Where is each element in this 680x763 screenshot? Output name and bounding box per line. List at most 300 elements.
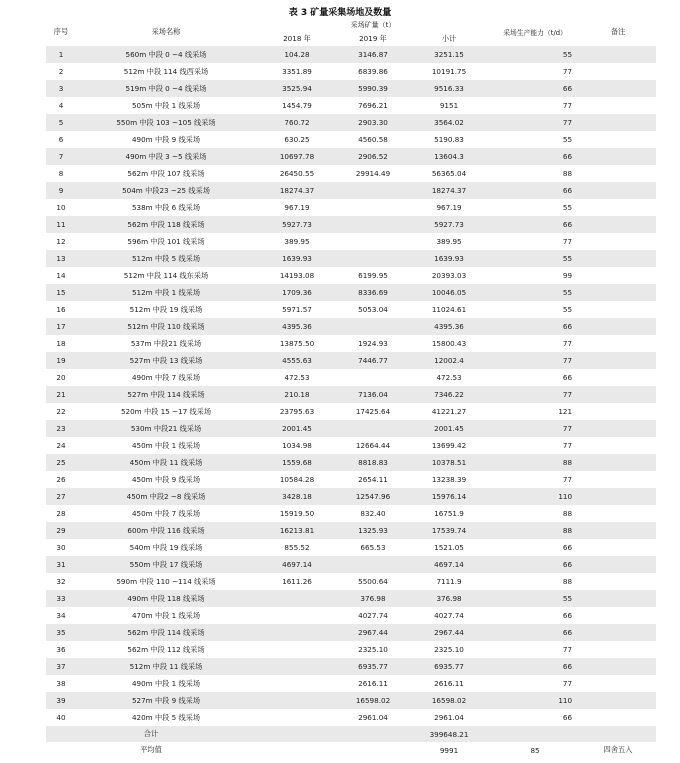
- cell-subtotal: 5190.83: [434, 135, 464, 144]
- cell-no: 33: [46, 590, 76, 607]
- cell-name: 560m 中段 0 ~4 线采场: [76, 46, 256, 63]
- cell-name: 519m 中段 0 ~4 线采场: [76, 80, 256, 97]
- cell-subtotal: 18274.37: [408, 182, 490, 199]
- total-2019: [338, 726, 408, 742]
- table-row: [46, 624, 656, 641]
- cell-name: 520m 中段 15 ~17 线采场: [120, 406, 212, 416]
- cell-remark: [580, 284, 656, 301]
- cell-subtotal: 389.95: [436, 237, 462, 246]
- cell-capacity: 66: [490, 148, 580, 165]
- cell-subtotal: 9516.33: [408, 80, 490, 97]
- cell-name: 490m 中段 7 线采场: [131, 372, 201, 382]
- cell-2018: [256, 692, 338, 709]
- cell-remark: [580, 505, 656, 522]
- cell-capacity: 121: [558, 407, 573, 416]
- cell-capacity: 77: [562, 645, 573, 654]
- cell-remark: [580, 590, 656, 607]
- cell-capacity: 55: [562, 305, 573, 314]
- total-2018: [256, 726, 338, 742]
- table-row: [46, 216, 656, 233]
- cell-remark: [580, 556, 656, 573]
- header-production-group: 采场矿量（t）: [350, 21, 396, 29]
- cell-no: 37: [46, 658, 76, 675]
- cell-2019: 12547.96: [338, 488, 408, 505]
- cell-name: 527m 中段 114 线采场: [76, 386, 256, 403]
- cell-capacity: 77: [562, 441, 573, 450]
- cell-2018: [256, 641, 338, 658]
- table-row: [46, 284, 656, 301]
- cell-no: 9: [46, 182, 76, 199]
- cell-subtotal: 15800.43: [431, 339, 467, 348]
- cell-subtotal: 12002.4: [408, 352, 490, 369]
- cell-2018: 4555.63: [256, 352, 338, 369]
- cell-2018: 210.18: [256, 386, 338, 403]
- cell-subtotal: 10046.05: [408, 284, 490, 301]
- cell-2018: 14193.08: [279, 271, 315, 280]
- header-remark: 备注: [610, 27, 626, 36]
- cell-remark: [580, 335, 656, 352]
- cell-capacity: 66: [490, 80, 580, 97]
- cell-remark: [580, 692, 656, 709]
- cell-capacity: 77: [562, 679, 573, 688]
- cell-subtotal: 967.19: [436, 203, 462, 212]
- table-row: [46, 437, 656, 454]
- table-row: [46, 267, 656, 284]
- table-row: [46, 641, 656, 658]
- cell-2018: 472.53: [284, 373, 310, 382]
- cell-2019: 2906.52: [338, 148, 408, 165]
- cell-name: 512m 中段 114 线东采场: [123, 270, 209, 280]
- cell-subtotal: 16598.02: [408, 692, 490, 709]
- cell-2018: 855.52: [284, 543, 310, 552]
- cell-no: 17: [46, 318, 76, 335]
- cell-name: 512m 中段 19 线采场: [129, 304, 203, 314]
- cell-remark: [580, 131, 656, 148]
- cell-subtotal: 11024.61: [431, 305, 467, 314]
- cell-no: 3: [46, 80, 76, 97]
- header-no: 序号: [53, 27, 69, 36]
- cell-remark: [580, 199, 656, 216]
- cell-remark: [580, 148, 656, 165]
- cell-no: 19: [46, 352, 76, 369]
- cell-2018: 10584.28: [279, 475, 315, 484]
- cell-2018: 18274.37: [256, 182, 338, 199]
- table-row: [46, 556, 656, 573]
- cell-2018: 16213.81: [256, 522, 338, 539]
- table-row: [46, 607, 656, 624]
- table-row: [46, 539, 656, 556]
- table-row: [46, 522, 656, 539]
- table-row: [46, 97, 656, 114]
- table-row: [46, 454, 656, 471]
- cell-capacity: 55: [490, 590, 580, 607]
- cell-capacity: 66: [562, 713, 573, 722]
- cell-remark: [580, 369, 656, 386]
- cell-2019: [338, 182, 408, 199]
- cell-subtotal: 1521.05: [434, 543, 464, 552]
- cell-2018: 630.25: [284, 135, 310, 144]
- cell-capacity: 77: [562, 237, 573, 246]
- cell-subtotal: 15976.14: [408, 488, 490, 505]
- cell-remark: [580, 641, 656, 658]
- cell-name: 530m 中段21 线采场: [76, 420, 256, 437]
- cell-2018: 4697.14: [256, 556, 338, 573]
- cell-no: 31: [46, 556, 76, 573]
- header-name: 采场名称: [151, 27, 181, 36]
- cell-remark: [580, 471, 656, 488]
- table-row: [46, 352, 656, 369]
- cell-2019: [338, 233, 408, 250]
- cell-subtotal: 56365.04: [431, 169, 467, 178]
- cell-remark: [580, 165, 656, 182]
- cell-capacity: 55: [490, 46, 580, 63]
- cell-no: 15: [46, 284, 76, 301]
- cell-name: 512m 中段 5 线采场: [76, 250, 256, 267]
- cell-subtotal: 13699.42: [431, 441, 467, 450]
- cell-2019: 5990.39: [338, 80, 408, 97]
- cell-2018: [256, 624, 338, 641]
- table-row: [46, 114, 656, 131]
- cell-2018: 3428.18: [256, 488, 338, 505]
- average-2019: [338, 742, 408, 758]
- cell-no: 32: [56, 577, 66, 586]
- cell-subtotal: 2961.04: [434, 713, 464, 722]
- cell-capacity: 77: [562, 475, 573, 484]
- cell-subtotal: 2325.10: [434, 645, 464, 654]
- table-row: [46, 318, 656, 335]
- cell-no: 26: [56, 475, 66, 484]
- cell-2018: 2001.45: [256, 420, 338, 437]
- header-2019: 2019 年: [359, 34, 387, 43]
- cell-2019: 2961.04: [358, 713, 388, 722]
- total-capacity: [490, 726, 580, 742]
- cell-no: 10: [56, 203, 66, 212]
- cell-2019: [338, 250, 408, 267]
- cell-2018: 10697.78: [256, 148, 338, 165]
- cell-name: 596m 中段 101 线采场: [127, 236, 205, 246]
- cell-capacity: 66: [490, 216, 580, 233]
- cell-subtotal: 7111.9: [436, 577, 462, 586]
- table-row: [46, 403, 656, 420]
- cell-name: 490m 中段 118 线采场: [76, 590, 256, 607]
- cell-no: 35: [46, 624, 76, 641]
- cell-capacity: 66: [562, 611, 573, 620]
- cell-2019: 2654.11: [358, 475, 388, 484]
- cell-subtotal: 376.98: [408, 590, 490, 607]
- cell-subtotal: 3564.02: [408, 114, 490, 131]
- cell-capacity: 77: [562, 339, 573, 348]
- cell-no: 38: [56, 679, 66, 688]
- cell-capacity: 66: [562, 543, 573, 552]
- cell-name: 540m 中段 19 线采场: [129, 542, 203, 552]
- cell-name: 527m 中段 9 线采场: [76, 692, 256, 709]
- table-row: [46, 250, 656, 267]
- cell-no: 7: [46, 148, 76, 165]
- table-row: [46, 148, 656, 165]
- cell-2019: 7696.21: [358, 101, 388, 110]
- cell-name: 490m 中段 3 ~5 线采场: [76, 148, 256, 165]
- cell-remark: [580, 114, 656, 131]
- cell-name: 550m 中段 103 ~105 线采场: [76, 114, 256, 131]
- cell-no: 24: [56, 441, 66, 450]
- cell-no: 39: [46, 692, 76, 709]
- cell-2019: [338, 199, 408, 216]
- cell-remark: [580, 182, 656, 199]
- cell-remark: [580, 216, 656, 233]
- table-row: [46, 63, 656, 80]
- cell-2019: [338, 216, 408, 233]
- cell-2019: 2325.10: [358, 645, 388, 654]
- cell-name: 590m 中段 110 ~114 线采场: [116, 576, 216, 586]
- cell-remark: [580, 522, 656, 539]
- ore-stope-table: [46, 18, 656, 758]
- cell-name: 538m 中段 6 线采场: [131, 202, 201, 212]
- table-row: [46, 335, 656, 352]
- total-remark: [580, 726, 656, 742]
- cell-name: 550m 中段 17 线采场: [76, 556, 256, 573]
- table-row: [46, 301, 656, 318]
- table-row: [46, 80, 656, 97]
- cell-no: 23: [46, 420, 76, 437]
- cell-name: 505m 中段 1 线采场: [131, 100, 201, 110]
- cell-remark: [580, 318, 656, 335]
- cell-2018: 1454.79: [282, 101, 312, 110]
- table-row: [46, 182, 656, 199]
- cell-remark: [580, 454, 656, 471]
- cell-subtotal: 3251.15: [408, 46, 490, 63]
- average-row: [46, 742, 656, 758]
- table-row: [46, 709, 656, 726]
- cell-capacity: 99: [562, 271, 573, 280]
- cell-name: 420m 中段 5 线采场: [131, 712, 201, 722]
- cell-name: 562m 中段 107 线采场: [127, 168, 205, 178]
- cell-remark: [580, 420, 656, 437]
- cell-name: 527m 中段 13 线采场: [76, 352, 256, 369]
- cell-2019: 1924.93: [358, 339, 388, 348]
- cell-2019: 4027.74: [358, 611, 388, 620]
- table-row: [46, 471, 656, 488]
- cell-capacity: 66: [490, 318, 580, 335]
- cell-name: 512m 中段 1 线采场: [76, 284, 256, 301]
- cell-no: 36: [56, 645, 66, 654]
- cell-subtotal: 10378.51: [408, 454, 490, 471]
- cell-2019: [338, 369, 408, 386]
- cell-subtotal: 6935.77: [408, 658, 490, 675]
- table-row: [46, 692, 656, 709]
- cell-subtotal: 20393.03: [431, 271, 467, 280]
- cell-capacity: 55: [490, 284, 580, 301]
- cell-no: 6: [58, 135, 64, 144]
- cell-2019: 29914.49: [355, 169, 391, 178]
- cell-capacity: 66: [562, 373, 573, 382]
- cell-2019: 12664.44: [355, 441, 391, 450]
- cell-name: 470m 中段 1 线采场: [131, 610, 201, 620]
- cell-2019: 5053.04: [358, 305, 388, 314]
- cell-capacity: 110: [490, 488, 580, 505]
- cell-remark: [580, 233, 656, 250]
- cell-2019: 8336.69: [338, 284, 408, 301]
- cell-2019: 376.98: [338, 590, 408, 607]
- average-2018: [256, 742, 338, 758]
- table-row: [46, 369, 656, 386]
- cell-remark: [580, 63, 656, 80]
- cell-subtotal: 2616.11: [434, 679, 464, 688]
- header-capacity: 采场生产能力（t/d）: [503, 29, 567, 37]
- header-subtotal: 小计: [441, 34, 457, 43]
- cell-2018: 1559.68: [256, 454, 338, 471]
- cell-subtotal: 10191.75: [431, 67, 467, 76]
- cell-2018: 1611.26: [282, 577, 312, 586]
- cell-no: 11: [46, 216, 76, 233]
- cell-name: 504m 中段23 ~25 线采场: [76, 182, 256, 199]
- cell-no: 16: [56, 305, 66, 314]
- cell-no: 30: [56, 543, 66, 552]
- table-header: [46, 18, 656, 46]
- cell-subtotal: 4395.36: [408, 318, 490, 335]
- cell-name: 450m 中段2 ~8 线采场: [76, 488, 256, 505]
- cell-2019: 7446.77: [338, 352, 408, 369]
- cell-capacity: 77: [562, 67, 573, 76]
- cell-2018: 104.28: [256, 46, 338, 63]
- cell-2019: 1325.93: [338, 522, 408, 539]
- cell-subtotal: 17539.74: [408, 522, 490, 539]
- cell-no: 14: [56, 271, 66, 280]
- cell-capacity: 88: [490, 454, 580, 471]
- cell-name: 512m 中段 114 线西采场: [123, 66, 209, 76]
- cell-2019: 4560.58: [358, 135, 388, 144]
- cell-no: 40: [56, 713, 66, 722]
- total-row: [46, 726, 656, 742]
- cell-name: 562m 中段 114 线采场: [76, 624, 256, 641]
- cell-no: 20: [56, 373, 66, 382]
- cell-capacity: 88: [562, 509, 573, 518]
- cell-capacity: 88: [562, 577, 573, 586]
- cell-capacity: 88: [490, 522, 580, 539]
- cell-2018: [256, 675, 338, 692]
- cell-subtotal: 9151: [439, 101, 459, 110]
- cell-2019: 7136.04: [338, 386, 408, 403]
- cell-2018: 13875.50: [279, 339, 315, 348]
- average-subtotal: 9991: [439, 745, 459, 755]
- cell-2019: [338, 420, 408, 437]
- cell-2019: 16598.02: [338, 692, 408, 709]
- cell-name: 600m 中段 116 线采场: [76, 522, 256, 539]
- cell-remark: [580, 658, 656, 675]
- cell-name: 537m 中段21 线采场: [130, 338, 202, 348]
- table-row: [46, 199, 656, 216]
- cell-remark: [580, 301, 656, 318]
- cell-remark: [580, 437, 656, 454]
- cell-remark: [580, 573, 656, 590]
- cell-no: 28: [56, 509, 66, 518]
- cell-2019: 8818.83: [338, 454, 408, 471]
- cell-2018: 967.19: [284, 203, 310, 212]
- table-row: [46, 573, 656, 590]
- cell-remark: [580, 80, 656, 97]
- table-title: 表 3 矿量采集场地及数量: [288, 8, 392, 18]
- cell-remark: [580, 386, 656, 403]
- cell-remark: [580, 97, 656, 114]
- cell-name: 512m 中段 11 线采场: [76, 658, 256, 675]
- cell-2018: 23795.63: [279, 407, 315, 416]
- cell-no: 4: [58, 101, 64, 110]
- table-row: [46, 131, 656, 148]
- cell-subtotal: 4697.14: [408, 556, 490, 573]
- cell-capacity: 88: [562, 169, 573, 178]
- cell-remark: [580, 46, 656, 63]
- cell-remark: [580, 403, 656, 420]
- cell-2018: 15919.50: [279, 509, 315, 518]
- cell-2019: 665.53: [360, 543, 386, 552]
- cell-capacity: 55: [562, 135, 573, 144]
- cell-no: 2: [58, 67, 64, 76]
- cell-no: 27: [46, 488, 76, 505]
- cell-2018: 4395.36: [256, 318, 338, 335]
- cell-remark: [580, 352, 656, 369]
- cell-no: 13: [46, 250, 76, 267]
- average-label: 平均值: [140, 745, 162, 754]
- table-row: [46, 590, 656, 607]
- cell-2018: 5927.73: [256, 216, 338, 233]
- cell-2019: 6199.95: [358, 271, 388, 280]
- average-remark: 四舍五入: [603, 745, 633, 754]
- total-value: 399648.21: [408, 726, 490, 742]
- cell-subtotal: 5927.73: [408, 216, 490, 233]
- cell-capacity: 77: [490, 386, 580, 403]
- cell-name: 490m 中段 1 线采场: [131, 678, 201, 688]
- cell-capacity: 55: [490, 250, 580, 267]
- cell-2018: 5971.57: [282, 305, 312, 314]
- cell-2018: 3525.94: [256, 80, 338, 97]
- total-label: 合计: [46, 726, 256, 742]
- cell-no: 25: [46, 454, 76, 471]
- cell-2018: [256, 607, 338, 624]
- cell-capacity: 66: [490, 658, 580, 675]
- table-row: [46, 386, 656, 403]
- cell-2018: 389.95: [284, 237, 310, 246]
- cell-name: 490m 中段 9 线采场: [131, 134, 201, 144]
- cell-name: 562m 中段 112 线采场: [127, 644, 205, 654]
- cell-2018: 1034.98: [282, 441, 312, 450]
- cell-2019: 2903.30: [338, 114, 408, 131]
- cell-2019: 6839.86: [358, 67, 388, 76]
- cell-remark: [580, 675, 656, 692]
- cell-remark: [580, 607, 656, 624]
- cell-subtotal: 13604.3: [408, 148, 490, 165]
- cell-subtotal: 2001.45: [408, 420, 490, 437]
- cell-remark: [580, 250, 656, 267]
- cell-name: 450m 中段 9 线采场: [131, 474, 201, 484]
- cell-subtotal: 13238.39: [431, 475, 467, 484]
- cell-subtotal: 472.53: [436, 373, 462, 382]
- cell-2018: [256, 709, 338, 726]
- average-capacity: 85: [530, 745, 540, 755]
- cell-name: 512m 中段 110 线采场: [76, 318, 256, 335]
- cell-subtotal: 16751.9: [434, 509, 464, 518]
- cell-capacity: 110: [490, 692, 580, 709]
- cell-no: 29: [46, 522, 76, 539]
- cell-2019: 3146.87: [338, 46, 408, 63]
- cell-capacity: 66: [490, 182, 580, 199]
- cell-capacity: 77: [490, 352, 580, 369]
- cell-2019: 17425.64: [355, 407, 391, 416]
- cell-subtotal: 1639.93: [408, 250, 490, 267]
- cell-name: 450m 中段 1 线采场: [131, 440, 201, 450]
- table-footer: [46, 726, 656, 758]
- table-row: [46, 505, 656, 522]
- cell-2019: 6935.77: [338, 658, 408, 675]
- cell-capacity: 66: [490, 624, 580, 641]
